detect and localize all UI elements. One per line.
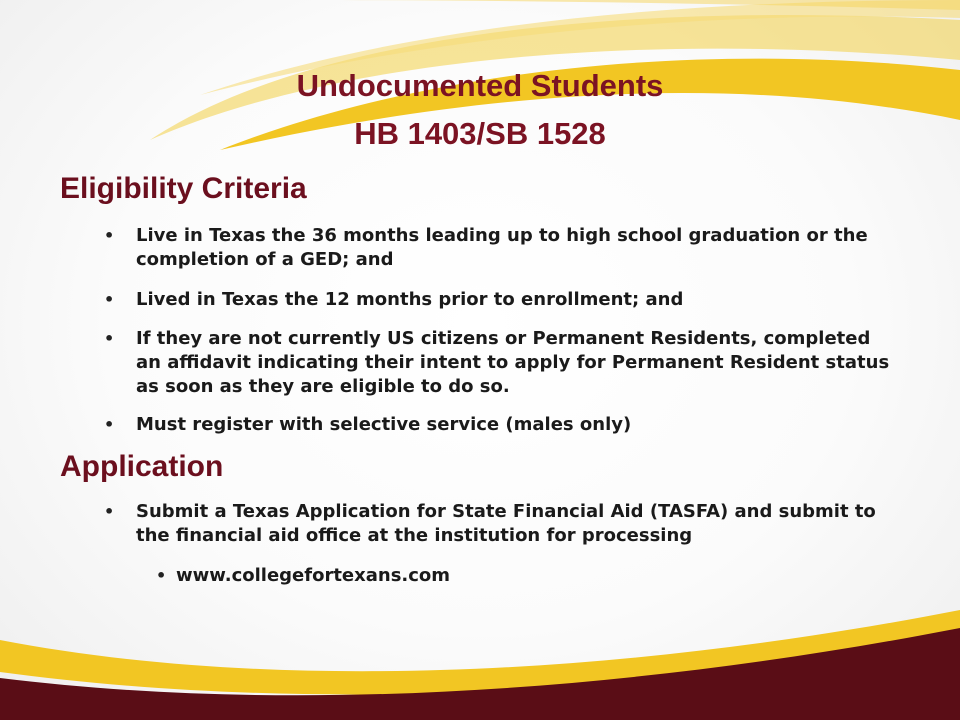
list-item	[0, 413, 896, 437]
list-item-text: Lived in Texas the 12 months prior to enrollment; and	[136, 289, 684, 310]
eligibility-heading: Eligibility Criteria	[60, 172, 307, 205]
list-item	[0, 288, 896, 312]
bullet-icon: •	[104, 226, 115, 245]
list-item	[0, 500, 896, 548]
list-item	[0, 327, 896, 399]
slide-title-line1: Undocumented Students	[296, 68, 664, 103]
list-item-text: Must register with selective service (males only)	[136, 414, 632, 435]
list-item-text: Submit a Texas Application for State Financial Aid (TASFA) and submit to the financial aid office at the institution for processing	[136, 501, 876, 546]
bullet-icon: •	[156, 566, 167, 585]
list-item	[0, 224, 896, 272]
website-url-text: www.collegefortexans.com	[176, 565, 451, 586]
bullet-icon: •	[104, 290, 115, 309]
application-heading: Application	[60, 450, 224, 483]
bullet-icon: •	[104, 502, 115, 521]
slide-title-line2: HB 1403/SB 1528	[354, 116, 606, 151]
bullet-icon: •	[104, 329, 115, 348]
list-item-text: If they are not currently US citizens or Permanent Residents, completed an affidavit indicating their intent to apply for Permanent Resident status as soon as they are eligible to do so.	[136, 328, 890, 397]
bullet-icon: •	[104, 415, 115, 434]
list-item-text: Live in Texas the 36 months leading up to high school graduation or the completion of a GED; and	[136, 225, 868, 270]
sub-list-item	[0, 564, 936, 588]
